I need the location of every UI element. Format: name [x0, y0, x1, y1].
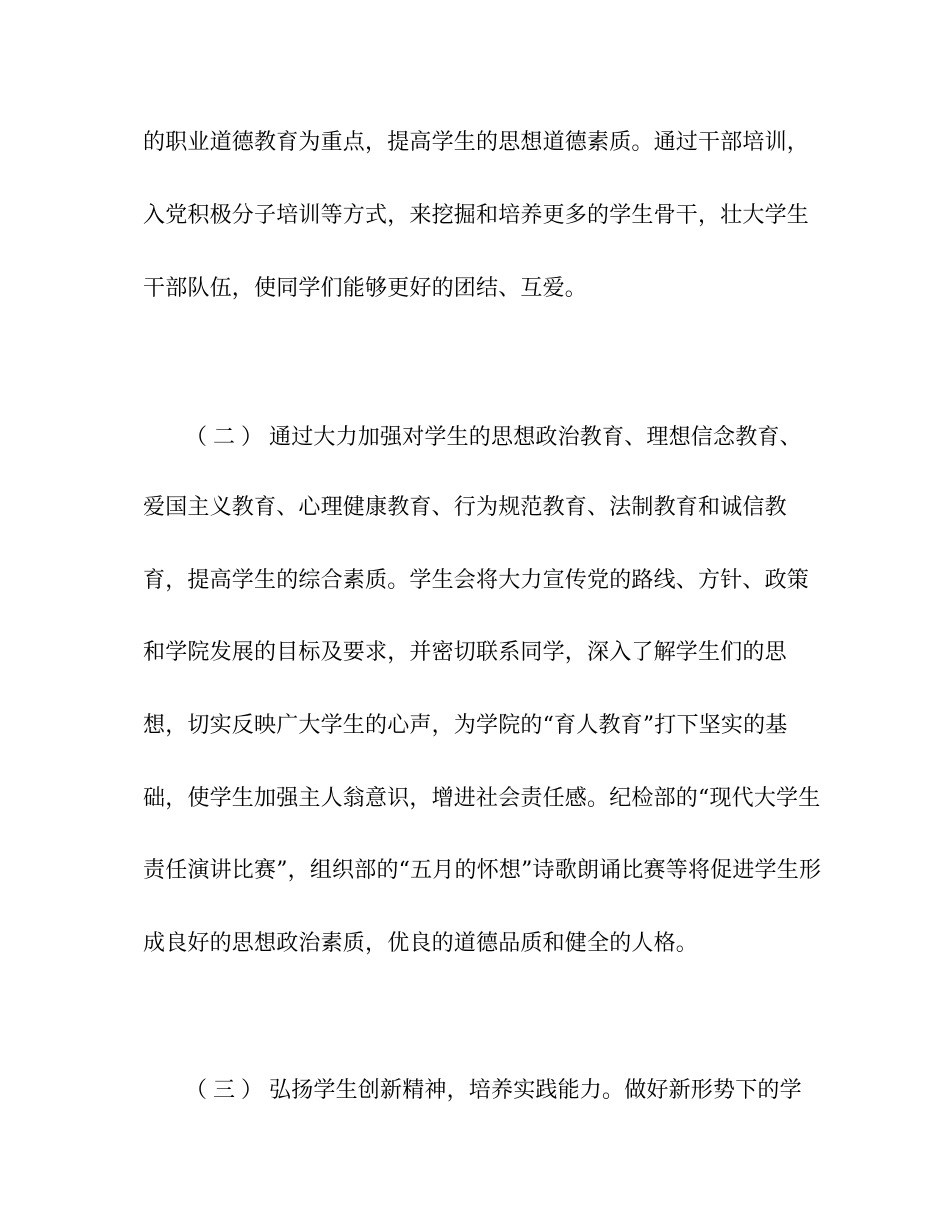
paragraph-2-line-8: 成良好的思想政治素质，优良的道德品质和健全的人格。 — [143, 931, 699, 956]
paragraph-1-line-3: 干部队伍，使同学们能够更好的团结、互爱。 — [143, 276, 588, 301]
paragraph-2-line-4: 和学院发展的目标及要求，并密切联系同学，深入了解学生们的思 — [143, 640, 787, 665]
paragraph-3-marker: （三） — [185, 1078, 270, 1103]
paragraph-3-line-1 — [185, 1076, 865, 1106]
paragraph-2-line-5: 想，切实反映广大学生的心声，为学院的“育人教育”打下坚实的基 — [143, 713, 788, 738]
paragraph-1-line-1: 的职业道德教育为重点，提高学生的思想道德素质。通过干部培训， — [143, 130, 810, 155]
paragraph-2-line-2: 爱国主义教育、心理健康教育、行为规范教育、法制教育和诚信教 — [143, 495, 787, 520]
paragraph-2-line-1 — [185, 423, 865, 453]
paragraph-2-line-7: 责任演讲比赛”，组织部的“五月的怀想”诗歌朗诵比赛等将促进学生形 — [143, 858, 822, 883]
paragraph-2-line-1-text: 通过大力加强对学生的思想政治教育、理想信念教育、 — [269, 425, 802, 450]
paragraph-1-line-2: 入党积极分子培训等方式，来挖掘和培养更多的学生骨干，壮大学生 — [143, 203, 810, 228]
paragraph-2-marker: （二） — [185, 425, 270, 450]
paragraph-2-line-3: 育，提高学生的综合素质。学生会将大力宣传党的路线、方针、政策 — [143, 568, 810, 593]
paragraph-2-line-6: 础，使学生加强主人翁意识，增进社会责任感。纪检部的“现代大学生 — [143, 786, 821, 811]
paragraph-3-line-1-text: 弘扬学生创新精神，培养实践能力。做好新形势下的学 — [269, 1078, 802, 1103]
